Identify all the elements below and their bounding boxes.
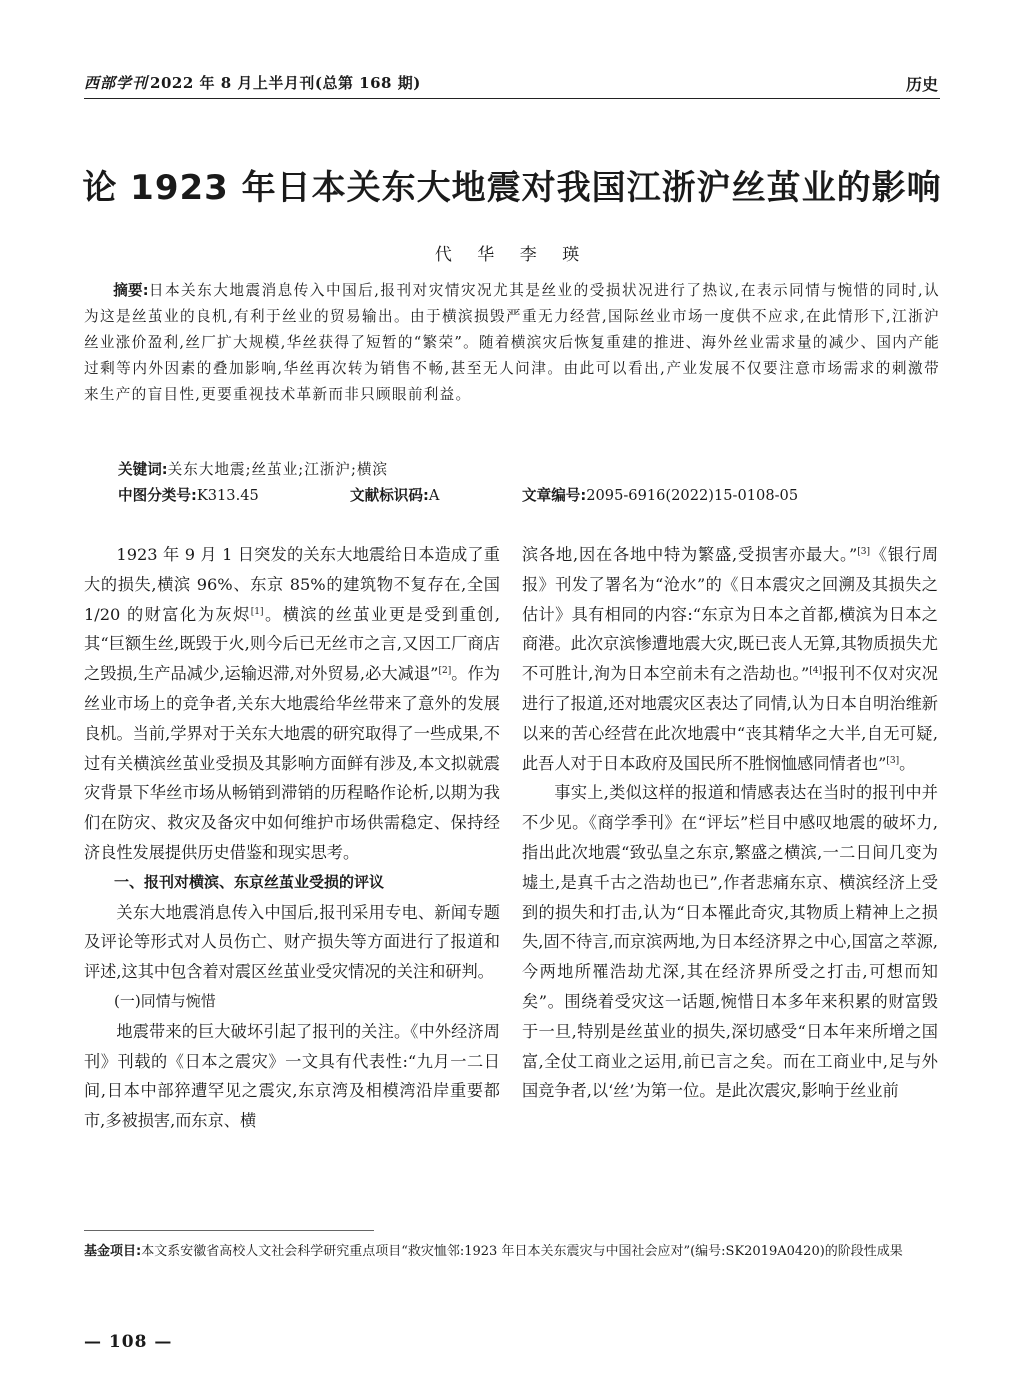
body-column-right: [522, 540, 938, 1106]
document-code: 文献标识码:A: [350, 487, 440, 504]
page-number: — 108 —: [84, 1332, 173, 1352]
paragraph: 滨各地,因在各地中特为繁盛,受损害亦最大。”[3]《银行周报》刊发了署名为“沧水”的《日本震灾之回溯及其损失之估计》具有相同的内容:“东京为日本之首都,横滨为日本之商港。此次京滨惨遭地震大灾,既已丧人无算,其物质损失尤不可胜计,洵为日本空前未有之浩劫也。”[4]报刊不仅对灾况进行了报道,还对地震灾区表达了同情,认为日本自明治维新以来的苦心经营在此次地震中“丧其精华之大半,自无可疑,此吾人对于日本政府及国民所不胜悯恤感同情者也”[3]。: [522, 545, 939, 773]
reference-mark: [1]: [250, 606, 264, 617]
keywords: [118, 458, 388, 479]
article-authors: 代 华 李 瑛: [434, 245, 590, 265]
keywords-text: 关东大地震;丝茧业;江浙沪;横滨: [167, 461, 389, 478]
reference-mark: [3]: [857, 547, 870, 557]
section-label: 历史: [905, 75, 938, 94]
body-column-left: [84, 540, 500, 1136]
issue-info: 2022 年 8 月上半月刊(总第 168 期): [150, 74, 421, 92]
header-rule: [84, 98, 940, 99]
running-header: [84, 72, 421, 93]
reference-mark: [2]: [438, 666, 452, 677]
funding-note: [84, 1240, 940, 1264]
paragraph: 1923 年 9 月 1 日突发的关东大地震给日本造成了重大的损失,横滨 96%、东京 85%的建筑物不复存在,全国 1/20 的财富化为灰烬[1]。横滨的丝茧业更是受到重创,其“巨额生丝,既毁于火,则今后已无丝市之言,又因工厂商店之毁损,生产品减少,运输迟滞,对外贸易,必大减退”[2]。作为丝业市场上的竞争者,关东大地震给华丝带来了意外的发展良机。当前,学界对于关东大地震的研究取得了一些成果,不过有关横滨丝茧业受损及其影响方面鲜有涉及,本文拟就震灾背景下华丝市场从畅销到滞销的历程略作论析,以期为我们在防灾、救灾及备灾中如何维护市场供需稳定、保持经济良性发展提供历史借鉴和现实思考。: [84, 545, 501, 862]
reference-mark: [4]: [809, 666, 823, 677]
funding-label: 基金项目:: [84, 1244, 142, 1259]
journal-logo: 西部学刊: [84, 74, 149, 92]
keywords-label: 关键词:: [118, 461, 168, 478]
article-title: 论 1923 年日本关东大地震对我国江浙沪丝茧业的影响: [82, 168, 942, 208]
subsection-heading: (一)同情与惋惜: [114, 991, 216, 1010]
abstract: [84, 278, 940, 408]
paragraph: 关东大地震消息传入中国后,报刊采用专电、新闻专题及评论等形式对人员伤亡、财产损失等方面进行了报道和评述,这其中包含着对震区丝茧业受灾情况的关注和研判。: [84, 902, 500, 982]
paragraph: 事实上,类似这样的报道和情感表达在当时的报刊中并不少见。《商学季刊》在“评坛”栏目中感叹地震的破坏力,指出此次地震“致弘皇之东京,繁盛之横滨,一二日间几变为墟土,是真千古之浩劫也已”,作者悲痛东京、横滨经济上受到的损失和打击,认为“日本罹此奇灾,其物质上精神上之损失,固不待言,而京滨两地,为日本经济界之中心,国富之萃源,今两地所罹浩劫尤深,其在经济界所受之打击,可想而知矣”。围绕着受灾这一话题,惋惜日本多年来积累的财富毁于一旦,特别是丝茧业的损失,深切感受“日本年来所增之国富,全仗工商业之运用,前已言之矣。而在工商业中,足与外国竞争者,以‘丝’为第一位。是此次震灾,影响于丝业前: [522, 783, 938, 1101]
article-number: 文章编号:2095-6916(2022)15-0108-05: [522, 487, 799, 504]
paragraph: 地震带来的巨大破坏引起了报刊的关注。《中外经济周刊》刊载的《日本之震灾》一文具有代表性:“九月一二日间,日本中部猝遭罕见之震灾,东京湾及相模湾沿岸重要都市,多被损害,而东京、横: [84, 1021, 500, 1131]
footnote-rule: [84, 1230, 374, 1231]
abstract-label: 摘要:: [113, 282, 149, 299]
reference-mark: [3]: [886, 755, 900, 766]
clc-number: 中图分类号:K313.45: [118, 487, 259, 504]
abstract-text: 日本关东大地震消息传入中国后,报刊对灾情灾况尤其是丝业的受损状况进行了热议,在表示同情与惋惜的同时,认为这是丝茧业的良机,有利于丝业的贸易输出。由于横滨损毁严重无力经营,国际丝业市场一度供不应求,在此情形下,江浙沪丝业涨价盈利,丝厂扩大规模,华丝获得了短暂的“繁荣”。随着横滨灾后恢复重建的推进、海外丝业需求量的减少、国内产能过剩等内外因素的叠加影响,华丝再次转为销售不畅,甚至无人问津。由此可以看出,产业发展不仅要注意市场需求的刺激带来生产的盲目性,更要重视技术革新而非只顾眼前利益。: [84, 282, 940, 403]
funding-text: 本文系安徽省高校人文社会科学研究重点项目“救灾恤邻:1923 年日本关东震灾与中国社会应对”(编号:SK2019A0420)的阶段性成果: [141, 1244, 903, 1259]
section-heading: 一、报刊对横滨、东京丝茧业受损的评议: [114, 872, 385, 891]
